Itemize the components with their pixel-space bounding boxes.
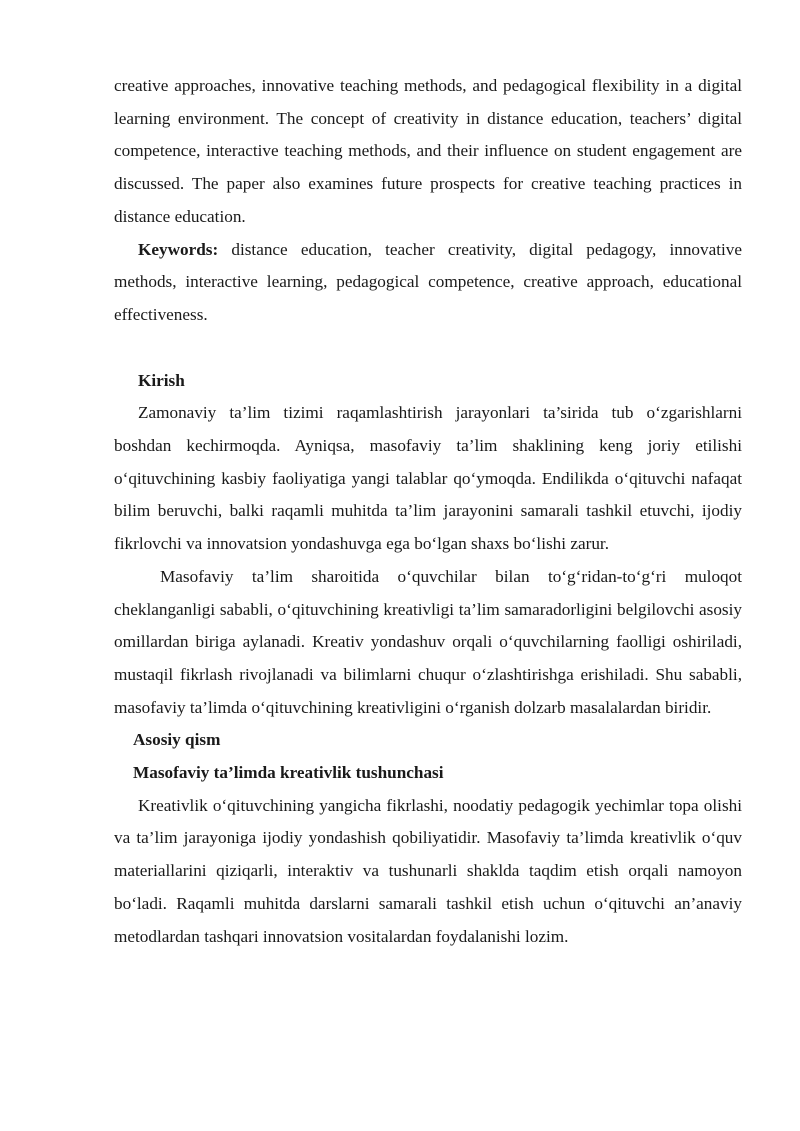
main-heading: Asosiy qism [133, 730, 221, 750]
keywords-label: Keywords: [138, 239, 219, 259]
document-page [114, 70, 742, 953]
intro-heading: Kirish [138, 370, 185, 390]
main-paragraph-1: Kreativlik o‘qituvchining yangicha fikrlashi, noodatiy pedagogik yechimlar topa olishi va ta’lim jarayoniga ijodiy yondashish qobiliyatidir. Masofaviy ta’limda kreativlik o‘quv materiallarini qiziqarli, interaktiv va tushunarli shaklda taqdim etish orqali namoyon bo‘ladi. Raqamli muhitda darslarni samarali tashkil etish uchun o‘qituvchi an’anaviy metodlardan tashqari innovatsion vositalardan foydalanishi lozim. [114, 795, 742, 946]
intro-paragraph-2: Masofaviy ta’lim sharoitida o‘quvchilar bilan to‘g‘ridan-to‘g‘ri muloqot cheklanganligi sababli, o‘qituvchining kreativligi ta’lim samaradorligini belgilovchi asosiy omillardan biriga aylanadi. Kreativ yondashuv orqali o‘quvchilarning faolligi oshiriladi, mustaqil fikrlash rivojlanadi va bilimlarni chuqur o‘zlashtirishga erishiladi. Shu sababli, masofaviy ta’limda o‘qituvchining kreativligini o‘rganish dolzarb masalalardan biridir. [114, 566, 742, 717]
intro-paragraph-1: Zamonaviy ta’lim tizimi raqamlashtirish jarayonlari ta’sirida tub o‘zgarishlarni boshdan kechirmoqda. Ayniqsa, masofaviy ta’lim shaklining keng joriy etilishi o‘qituvchining kasbiy faoliyatiga yangi talablar qo‘ymoqda. Endilikda o‘qituvchi nafaqat bilim beruvchi, balki raqamli muhitda ta’lim jarayonini samarali tashkil etuvchi, ijodiy fikrlovchi va innovatsion yondashuvga ega bo‘lgan shaxs bo‘lishi zarur. [114, 403, 742, 554]
keywords-text: distance education, teacher creativity, digital pedagogy, innovative methods, interactive learning, pedagogical competence, creative approach, educational effectiveness. [114, 239, 742, 324]
sub-heading: Masofaviy ta’limda kreativlik tushunchasi [133, 763, 444, 783]
keywords-paragraph [114, 234, 742, 332]
abstract-paragraph: creative approaches, innovative teaching methods, and pedagogical flexibility in a digital learning environment. The concept of creativity in distance education, teachers’ digital competence, interactive teaching methods, and their influence on student engagement are discussed. The paper also examines future prospects for creative teaching practices in distance education. [114, 76, 742, 226]
section-gap [114, 332, 742, 365]
